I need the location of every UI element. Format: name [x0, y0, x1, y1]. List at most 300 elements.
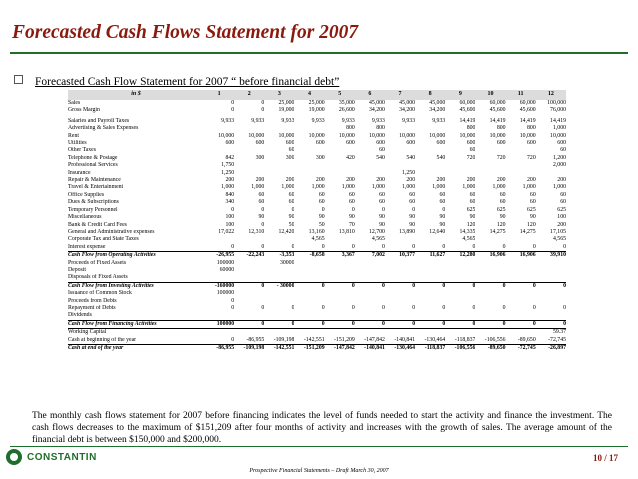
row-value: 14,419: [550, 117, 566, 124]
row-value: -147,842: [325, 345, 355, 353]
row-label: Disposals of Fixed Assets: [68, 274, 128, 281]
row-value: 600: [346, 140, 355, 147]
row-label: Cash Flow from Operating Activities: [68, 252, 204, 260]
row-value: 35,000: [338, 100, 355, 106]
row-value: 26,600: [338, 107, 355, 114]
row-value: 60: [560, 147, 566, 154]
row-value: 0: [294, 320, 324, 328]
row-value: [294, 162, 324, 169]
row-value: 300: [255, 154, 265, 161]
row-value: 0: [231, 100, 235, 106]
row-value: 0: [351, 206, 355, 213]
row-value: 0: [412, 206, 416, 213]
row-value: 10,377: [385, 252, 415, 260]
row-value: 200: [557, 221, 566, 228]
row-value: [385, 290, 415, 297]
row-value: [355, 274, 385, 282]
row-value: [506, 298, 536, 305]
row-value: 60: [499, 191, 506, 198]
row-value: [264, 170, 294, 177]
row-value: 1,000: [552, 125, 566, 132]
row-label: Interest expense: [68, 243, 106, 250]
row-value: 10,000: [519, 132, 536, 139]
row-value: [415, 312, 445, 320]
row-value: 100000: [204, 320, 234, 328]
row-value: 800: [346, 125, 355, 132]
table-header-row: [68, 90, 566, 100]
row-value: 12,310: [248, 228, 265, 235]
row-label: Utilities: [68, 140, 87, 147]
row-value: 90: [379, 214, 385, 221]
row-value: [415, 274, 445, 282]
row-label: Travel & Entertainment: [68, 184, 124, 191]
row-value: 0: [532, 243, 536, 250]
row-value: [264, 290, 294, 297]
table-row: [68, 260, 566, 267]
header-month: 6: [355, 90, 385, 100]
row-value: 0: [231, 336, 235, 343]
row-value: [325, 236, 355, 243]
row-value: -106,556: [484, 336, 506, 343]
row-value: [445, 170, 475, 177]
row-value: 70: [348, 221, 355, 228]
table-row: [68, 345, 566, 353]
row-value: [506, 260, 536, 267]
row-value: [325, 162, 355, 169]
row-value: 16,906: [475, 252, 505, 260]
table-row: [68, 207, 566, 214]
row-value: [204, 147, 234, 154]
row-value: 60: [288, 199, 295, 206]
row-label: Cash at beginning of the year: [68, 336, 137, 343]
row-value: 0: [472, 243, 476, 250]
row-value: 1,250: [402, 169, 416, 176]
row-value: 17,022: [218, 228, 235, 235]
row-value: 200: [376, 177, 385, 184]
row-value: 10,000: [218, 132, 235, 139]
row-value: 100,000: [547, 100, 566, 106]
row-value: -86,955: [204, 345, 234, 353]
row-value: 60,000: [519, 100, 536, 106]
row-value: 10,000: [459, 132, 476, 139]
row-value: 0: [536, 320, 566, 328]
row-value: [506, 290, 536, 297]
row-value: 39,910: [536, 252, 566, 260]
row-value: 45,600: [489, 107, 506, 114]
row-value: 600: [376, 140, 385, 147]
row-value: 600: [436, 140, 446, 147]
row-value: [536, 312, 566, 320]
row-value: 625: [496, 206, 506, 213]
row-value: 540: [376, 154, 385, 161]
row-value: 600: [496, 140, 506, 147]
row-value: [475, 274, 505, 282]
summary-paragraph: The monthly cash flows statement for 2007 before financing indicates the level of funds needed to start the activity and finance the investment. The cash flows decreases to the maximum of $151,209 after four months of activity and increases with the growth of sales. The average amount of the financial debt is between $150,000 and $200,000.: [32, 411, 612, 445]
row-value: 0: [506, 320, 536, 328]
row-value: [536, 267, 566, 274]
row-label: Corporate Tax and State Taxes: [68, 236, 139, 243]
row-value: 720: [466, 154, 476, 161]
row-value: 10,000: [308, 132, 325, 139]
row-value: 45,000: [429, 100, 446, 106]
row-value: -160000: [204, 282, 234, 290]
row-value: 1,000: [371, 184, 385, 191]
row-value: [445, 290, 475, 297]
row-value: 625: [557, 206, 566, 213]
row-value: 34,200: [429, 107, 446, 114]
row-value: 0: [234, 282, 264, 290]
row-label: Telephone & Postage: [68, 154, 118, 161]
row-value: 1,750: [221, 162, 235, 169]
row-value: 200: [225, 177, 235, 184]
row-value: 0: [442, 304, 446, 311]
row-value: [264, 312, 294, 320]
row-value: -130,464: [424, 336, 446, 343]
row-value: 800: [376, 125, 385, 132]
row-value: 200: [436, 177, 446, 184]
row-label: Advertising & Sales Expenses: [68, 125, 139, 132]
row-value: 90: [318, 214, 325, 221]
row-value: -118,837: [454, 336, 476, 343]
row-label: Rent: [68, 132, 79, 139]
header-unit: in $: [68, 90, 204, 100]
row-value: [234, 312, 264, 320]
table-row: [68, 100, 566, 107]
row-value: 625: [527, 206, 536, 213]
row-value: 0: [291, 304, 295, 311]
row-value: 0: [442, 243, 446, 250]
row-label: Repayment of Debts: [68, 304, 116, 311]
row-label: Dividends: [68, 312, 92, 319]
row-label: Deposit: [68, 266, 87, 273]
row-value: [385, 298, 415, 305]
row-value: 120: [496, 221, 506, 228]
row-value: [355, 260, 385, 267]
row-value: 10,000: [248, 132, 265, 139]
row-value: 45,000: [399, 100, 416, 106]
table-row: [68, 214, 566, 221]
row-value: [415, 125, 445, 132]
table-row: [68, 140, 566, 147]
row-value: 1,000: [251, 184, 265, 191]
row-value: -140,841: [355, 345, 385, 353]
row-value: 0: [261, 243, 265, 250]
row-value: 600: [255, 140, 265, 147]
row-value: 0: [415, 320, 445, 328]
row-value: -140,841: [394, 336, 416, 343]
row-value: 4,565: [371, 236, 385, 243]
row-label: Dues & Subscriptions: [68, 199, 119, 206]
row-value: [415, 236, 445, 243]
row-value: 60: [379, 191, 385, 198]
row-value: [475, 236, 505, 243]
row-value: 1,000: [311, 184, 325, 191]
row-value: [204, 125, 234, 132]
row-value: 625: [466, 206, 476, 213]
row-value: 840: [225, 191, 235, 198]
row-value: [294, 267, 324, 274]
row-value: 4,565: [552, 236, 566, 243]
table-row: [68, 305, 566, 312]
row-value: 60: [348, 199, 355, 206]
row-value: [234, 329, 264, 337]
row-value: 0: [442, 206, 446, 213]
row-value: 600: [527, 140, 536, 147]
row-value: [445, 274, 475, 282]
row-value: 200: [285, 177, 295, 184]
row-value: [355, 298, 385, 305]
row-value: 60000: [219, 266, 235, 273]
row-value: 60: [288, 147, 295, 154]
row-value: 0: [382, 304, 385, 311]
table-row: [68, 337, 566, 345]
row-value: 0: [445, 282, 475, 290]
row-value: [325, 147, 355, 154]
table-row: [68, 298, 566, 305]
row-value: 0: [412, 243, 416, 250]
row-value: 200: [255, 177, 265, 184]
title-rule-top: [10, 52, 628, 54]
row-value: 600: [406, 140, 416, 147]
row-value: 9,933: [221, 117, 235, 124]
row-value: 1,000: [221, 184, 235, 191]
row-value: 14,275: [489, 228, 506, 235]
row-value: 90: [529, 214, 536, 221]
table-row: [68, 244, 566, 252]
row-value: [475, 147, 505, 154]
row-value: 9,933: [251, 117, 265, 124]
row-value: 100000: [216, 259, 235, 266]
row-value: -8,658: [294, 252, 324, 260]
row-value: [294, 147, 324, 154]
row-value: [234, 267, 264, 274]
row-value: [475, 290, 505, 297]
row-value: 0: [321, 243, 325, 250]
row-value: 0: [261, 107, 265, 114]
row-value: [445, 329, 475, 337]
header-month: 5: [325, 90, 355, 100]
row-value: [445, 260, 475, 267]
row-value: 60: [469, 147, 476, 154]
row-value: 2,000: [552, 162, 566, 169]
table-row: [68, 155, 566, 162]
row-value: [325, 298, 355, 305]
row-value: -147,842: [364, 336, 385, 343]
row-value: -26,897: [536, 345, 566, 353]
row-value: 300: [315, 154, 325, 161]
row-value: 14,335: [459, 228, 476, 235]
row-value: [415, 162, 445, 169]
row-value: [415, 298, 445, 305]
row-value: [264, 274, 294, 282]
row-value: 0: [563, 304, 566, 311]
row-value: 1,000: [522, 184, 536, 191]
row-value: 842: [225, 154, 235, 161]
row-value: 60: [379, 199, 385, 206]
row-value: 60,000: [459, 100, 476, 106]
row-value: -151,209: [334, 336, 355, 343]
row-value: 0: [475, 282, 505, 290]
row-value: 800: [527, 125, 536, 132]
row-value: 100: [225, 221, 235, 228]
row-value: [506, 236, 536, 243]
page-number: 10 / 17: [592, 453, 618, 463]
row-value: 9,933: [371, 117, 385, 124]
row-value: -151,209: [294, 345, 324, 353]
row-value: 30000: [279, 259, 295, 266]
row-value: [475, 162, 505, 169]
row-value: 0: [355, 282, 385, 290]
row-value: [385, 274, 415, 282]
row-label: Temporary Personnel: [68, 206, 118, 213]
row-value: 1,000: [552, 184, 566, 191]
row-value: 0: [261, 206, 265, 213]
row-value: 0: [506, 282, 536, 290]
row-value: 60: [439, 199, 446, 206]
row-value: 0: [264, 320, 294, 328]
row-value: 0: [502, 304, 506, 311]
row-value: 0: [261, 100, 265, 106]
row-value: [475, 260, 505, 267]
row-value: 4,565: [311, 236, 325, 243]
row-value: 60,000: [489, 100, 506, 106]
row-value: 0: [321, 206, 325, 213]
row-value: [506, 267, 536, 274]
row-value: 200: [527, 177, 536, 184]
row-value: 800: [496, 125, 506, 132]
table-row: [68, 133, 566, 140]
row-value: 0: [291, 243, 295, 250]
row-value: [204, 312, 234, 320]
row-value: 14,275: [519, 228, 536, 235]
row-value: 100: [557, 214, 566, 221]
row-value: 12,640: [429, 228, 446, 235]
company-logo: [6, 449, 97, 465]
row-value: 120: [527, 221, 536, 228]
row-value: [385, 329, 415, 337]
row-value: 9,933: [341, 117, 355, 124]
table-row: [68, 147, 566, 154]
row-value: 200: [496, 177, 506, 184]
row-label: General and Administrative expenses: [68, 228, 155, 235]
row-value: [536, 260, 566, 267]
row-label: Salaries and Payroll Taxes: [68, 117, 130, 124]
row-value: 25,000: [308, 100, 325, 106]
row-value: 0: [532, 304, 536, 311]
row-value: 14,419: [459, 117, 476, 124]
row-value: [475, 329, 505, 337]
row-value: [385, 162, 415, 169]
row-value: 45,600: [459, 107, 476, 114]
row-value: 59.37: [536, 329, 566, 337]
row-value: 60: [379, 147, 385, 154]
row-value: [506, 329, 536, 337]
header-month: 9: [445, 90, 475, 100]
row-value: 90: [348, 214, 355, 221]
row-value: -142,551: [264, 345, 294, 353]
table-row: [68, 170, 566, 177]
cash-flow-table: [68, 90, 566, 352]
row-value: -26,955: [204, 252, 234, 260]
row-value: [355, 312, 385, 320]
row-value: 200: [406, 177, 416, 184]
page-title: Forecasted Cash Flows Statement for 2007: [12, 22, 359, 43]
table-row: [68, 267, 566, 274]
row-label: Working Capital: [68, 329, 204, 337]
row-value: 19,000: [308, 107, 325, 114]
row-value: 0: [261, 304, 265, 311]
row-value: 340: [225, 199, 235, 206]
row-label: Repair & Maintenance: [68, 177, 121, 184]
row-value: 12,280: [445, 252, 475, 260]
row-value: 90: [258, 214, 265, 221]
row-value: 1,000: [281, 184, 295, 191]
row-value: -3,353: [264, 252, 294, 260]
row-value: 0: [536, 282, 566, 290]
row-value: [445, 267, 475, 274]
row-value: [415, 147, 445, 154]
row-value: [415, 267, 445, 274]
row-value: - 30000: [264, 282, 294, 290]
row-label: Gross Margin: [68, 107, 100, 114]
row-value: -118,837: [415, 345, 445, 353]
row-value: 60: [258, 191, 265, 198]
row-value: 60: [469, 199, 476, 206]
row-value: 9,933: [281, 117, 295, 124]
row-value: [234, 125, 264, 132]
row-value: -22,243: [234, 252, 264, 260]
row-value: 10,000: [550, 132, 566, 139]
row-value: -109,198: [234, 345, 264, 353]
row-value: 10,000: [399, 132, 416, 139]
row-value: 1,000: [492, 184, 506, 191]
row-value: [445, 312, 475, 320]
row-label: Bank & Credit Card Fees: [68, 221, 127, 228]
row-value: 60: [258, 199, 265, 206]
row-value: [264, 329, 294, 337]
row-value: 10,000: [278, 132, 295, 139]
row-value: -72,745: [506, 345, 536, 353]
row-value: [204, 329, 234, 337]
row-value: 0: [445, 320, 475, 328]
row-value: 60: [529, 191, 536, 198]
row-value: [355, 329, 385, 337]
row-value: [234, 274, 264, 282]
row-label: Insurance: [68, 169, 91, 176]
row-value: 0: [231, 297, 235, 304]
row-value: 0: [231, 243, 235, 250]
row-label: Office Supplies: [68, 191, 105, 198]
row-value: 90: [409, 221, 416, 228]
row-value: [294, 260, 324, 267]
row-value: [264, 236, 294, 243]
row-value: 13,160: [308, 228, 325, 235]
row-value: 60: [499, 199, 506, 206]
row-value: 4,565: [462, 236, 476, 243]
row-value: 90: [409, 214, 416, 221]
row-value: 9,933: [311, 117, 325, 124]
row-value: [536, 298, 566, 305]
row-value: 12,420: [278, 228, 295, 235]
row-value: [355, 162, 385, 169]
row-value: [445, 162, 475, 169]
row-value: 25,000: [278, 100, 295, 106]
row-value: 1,250: [221, 169, 235, 176]
row-value: [415, 170, 445, 177]
row-label: Proceeds of Fixed Assets: [68, 259, 127, 266]
row-value: 200: [557, 177, 566, 184]
header-month: 3: [264, 90, 294, 100]
